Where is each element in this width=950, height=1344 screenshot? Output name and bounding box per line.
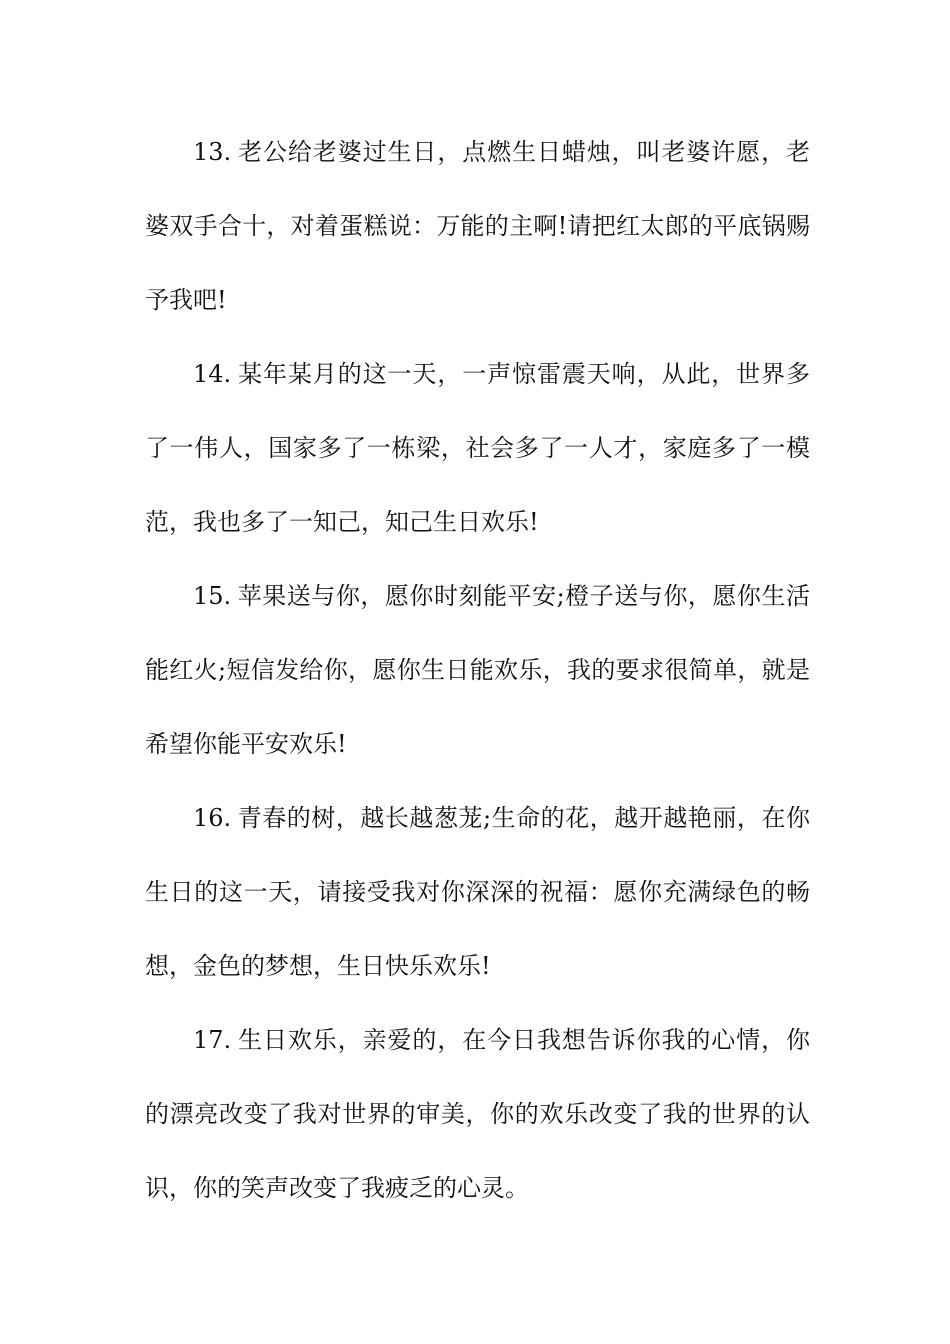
paragraph-number: 16. (193, 804, 232, 832)
paragraph-text: 生日欢乐，亲爱的，在今日我想告诉你我的心情，你的漂亮改变了我对世界的审美，你的欢乐改变了我的世界的认识，你的笑声改变了我疲乏的心灵。 (145, 1026, 810, 1202)
paragraph-17 (145, 1003, 810, 1225)
paragraph-text: 老公给老婆过生日，点燃生日蜡烛，叫老婆许愿，老婆双手合十，对着蛋糕说：万能的主啊!请把红太郎的平底锅赐予我吧! (145, 138, 810, 314)
paragraph-number: 17. (193, 1026, 232, 1054)
paragraph-number: 15. (193, 582, 232, 610)
paragraph-15 (145, 559, 810, 781)
paragraph-text: 某年某月的这一天，一声惊雷震天响，从此，世界多了一伟人，国家多了一栋梁，社会多了一人才，家庭多了一模范，我也多了一知己，知己生日欢乐! (145, 360, 810, 536)
paragraph-13 (145, 115, 810, 337)
document-body (145, 115, 810, 1225)
paragraph-16 (145, 781, 810, 1003)
paragraph-14 (145, 337, 810, 559)
paragraph-number: 14. (193, 360, 232, 388)
paragraph-number: 13. (193, 138, 232, 166)
paragraph-text: 青春的树，越长越葱茏;生命的花，越开越艳丽，在你生日的这一天，请接受我对你深深的祝福：愿你充满绿色的畅想，金色的梦想，生日快乐欢乐! (145, 804, 810, 980)
paragraph-text: 苹果送与你，愿你时刻能平安;橙子送与你，愿你生活能红火;短信发给你，愿你生日能欢乐，我的要求很简单，就是希望你能平安欢乐! (145, 582, 810, 758)
